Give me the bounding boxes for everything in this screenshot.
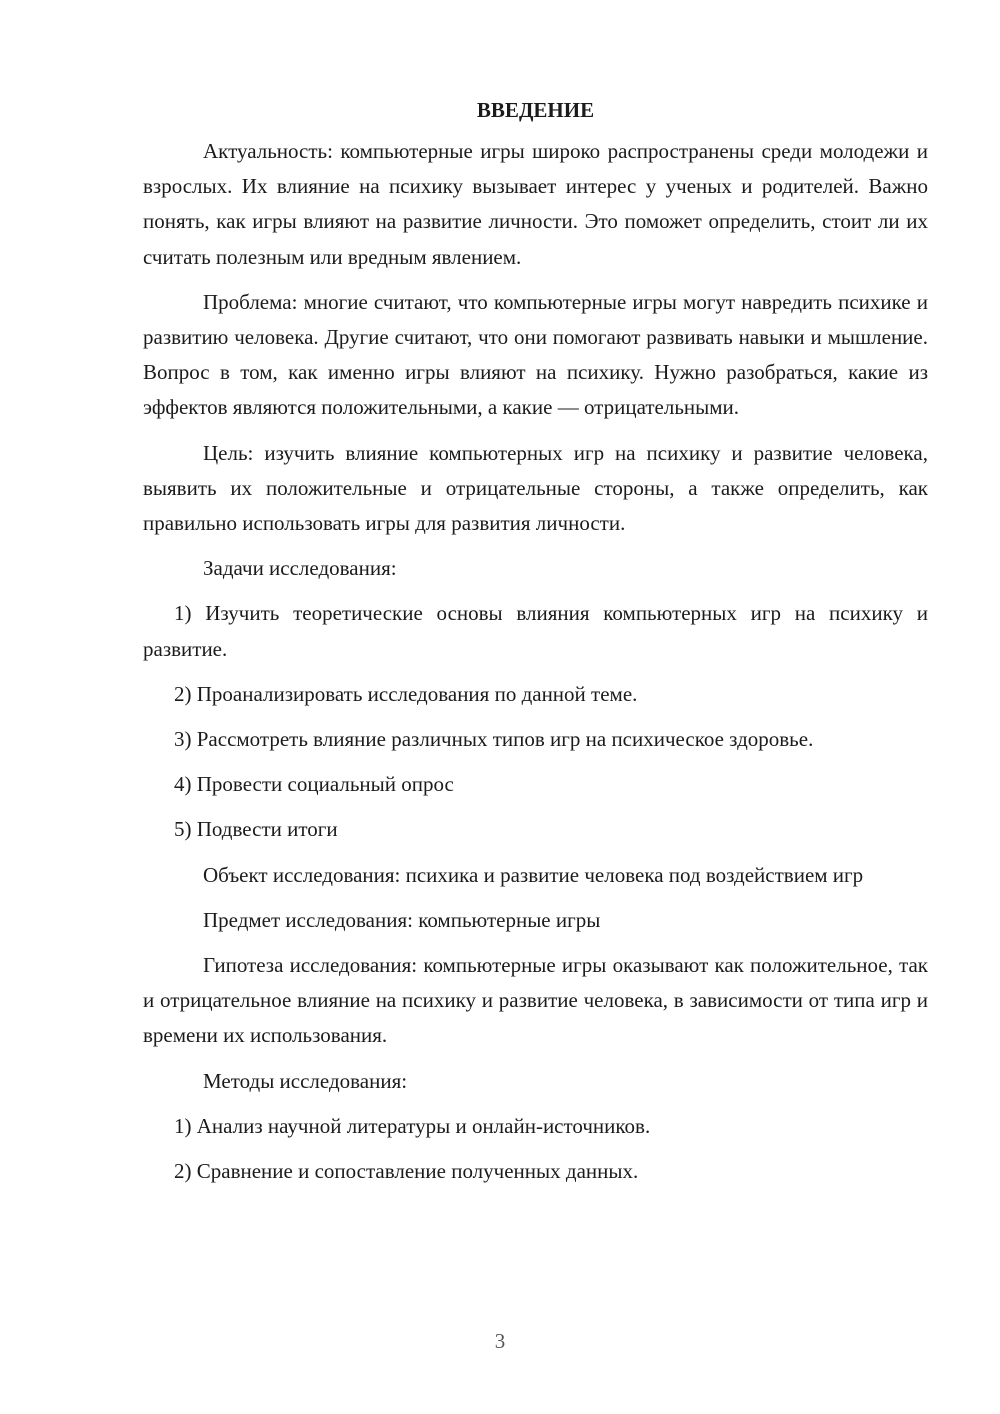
task-item-3: 3) Рассмотреть влияние различных типов игр на психическое здоровье. <box>174 727 814 752</box>
hypothesis-paragraph: Гипотеза исследования: компьютерные игры оказывают как положительное, так и отрицательное влияние на психику и развитие человека, в зависимости от типа игр и времени их использования. <box>143 953 928 1048</box>
method-item-1: 1) Анализ научной литературы и онлайн-источников. <box>174 1113 651 1138</box>
subject-line: Предмет исследования: компьютерные игры <box>203 907 601 932</box>
task-item-2: 2) Проанализировать исследования по данной теме. <box>174 681 638 706</box>
document-page <box>143 92 928 1199</box>
section-title: ВВЕДЕНИЕ <box>476 98 595 122</box>
tasks-heading: Задачи исследования: <box>203 556 397 581</box>
problem-paragraph: Проблема: многие считают, что компьютерные игры могут навредить психике и развитию человека. Другие считают, что они помогают развивать навыки и мышление. Вопрос в том, как именно игры влияют на психику. Нужно разобраться, какие из эффектов являются положительными, а какие — отрицательными. <box>143 289 928 420</box>
task-item-5: 5) Подвести итоги <box>174 817 338 842</box>
task-item-4: 4) Провести социальный опрос <box>174 772 454 797</box>
page-number: 3 <box>494 1329 506 1353</box>
object-paragraph: Объект исследования: психика и развитие человека под воздействием игр <box>203 862 864 887</box>
method-item-2: 2) Сравнение и сопоставление полученных данных. <box>174 1159 639 1184</box>
relevance-paragraph: Актуальность: компьютерные игры широко распространены среди молодежи и взрослых. Их влияние на психику вызывает интерес у ученых и родителей. Важно понять, как игры влияют на развитие личности. Это поможет определить, стоит ли их считать полезным или вредным явлением. <box>143 139 928 269</box>
goal-paragraph: Цель: изучить влияние компьютерных игр на психику и развитие человека, выявить их положительные и отрицательные стороны, а также определить, как правильно использовать игры для развития личности. <box>143 440 928 536</box>
methods-heading: Методы исследования: <box>203 1068 408 1093</box>
task-item-1: 1) Изучить теоретические основы влияния компьютерных игр на психику и развитие. <box>143 601 928 661</box>
